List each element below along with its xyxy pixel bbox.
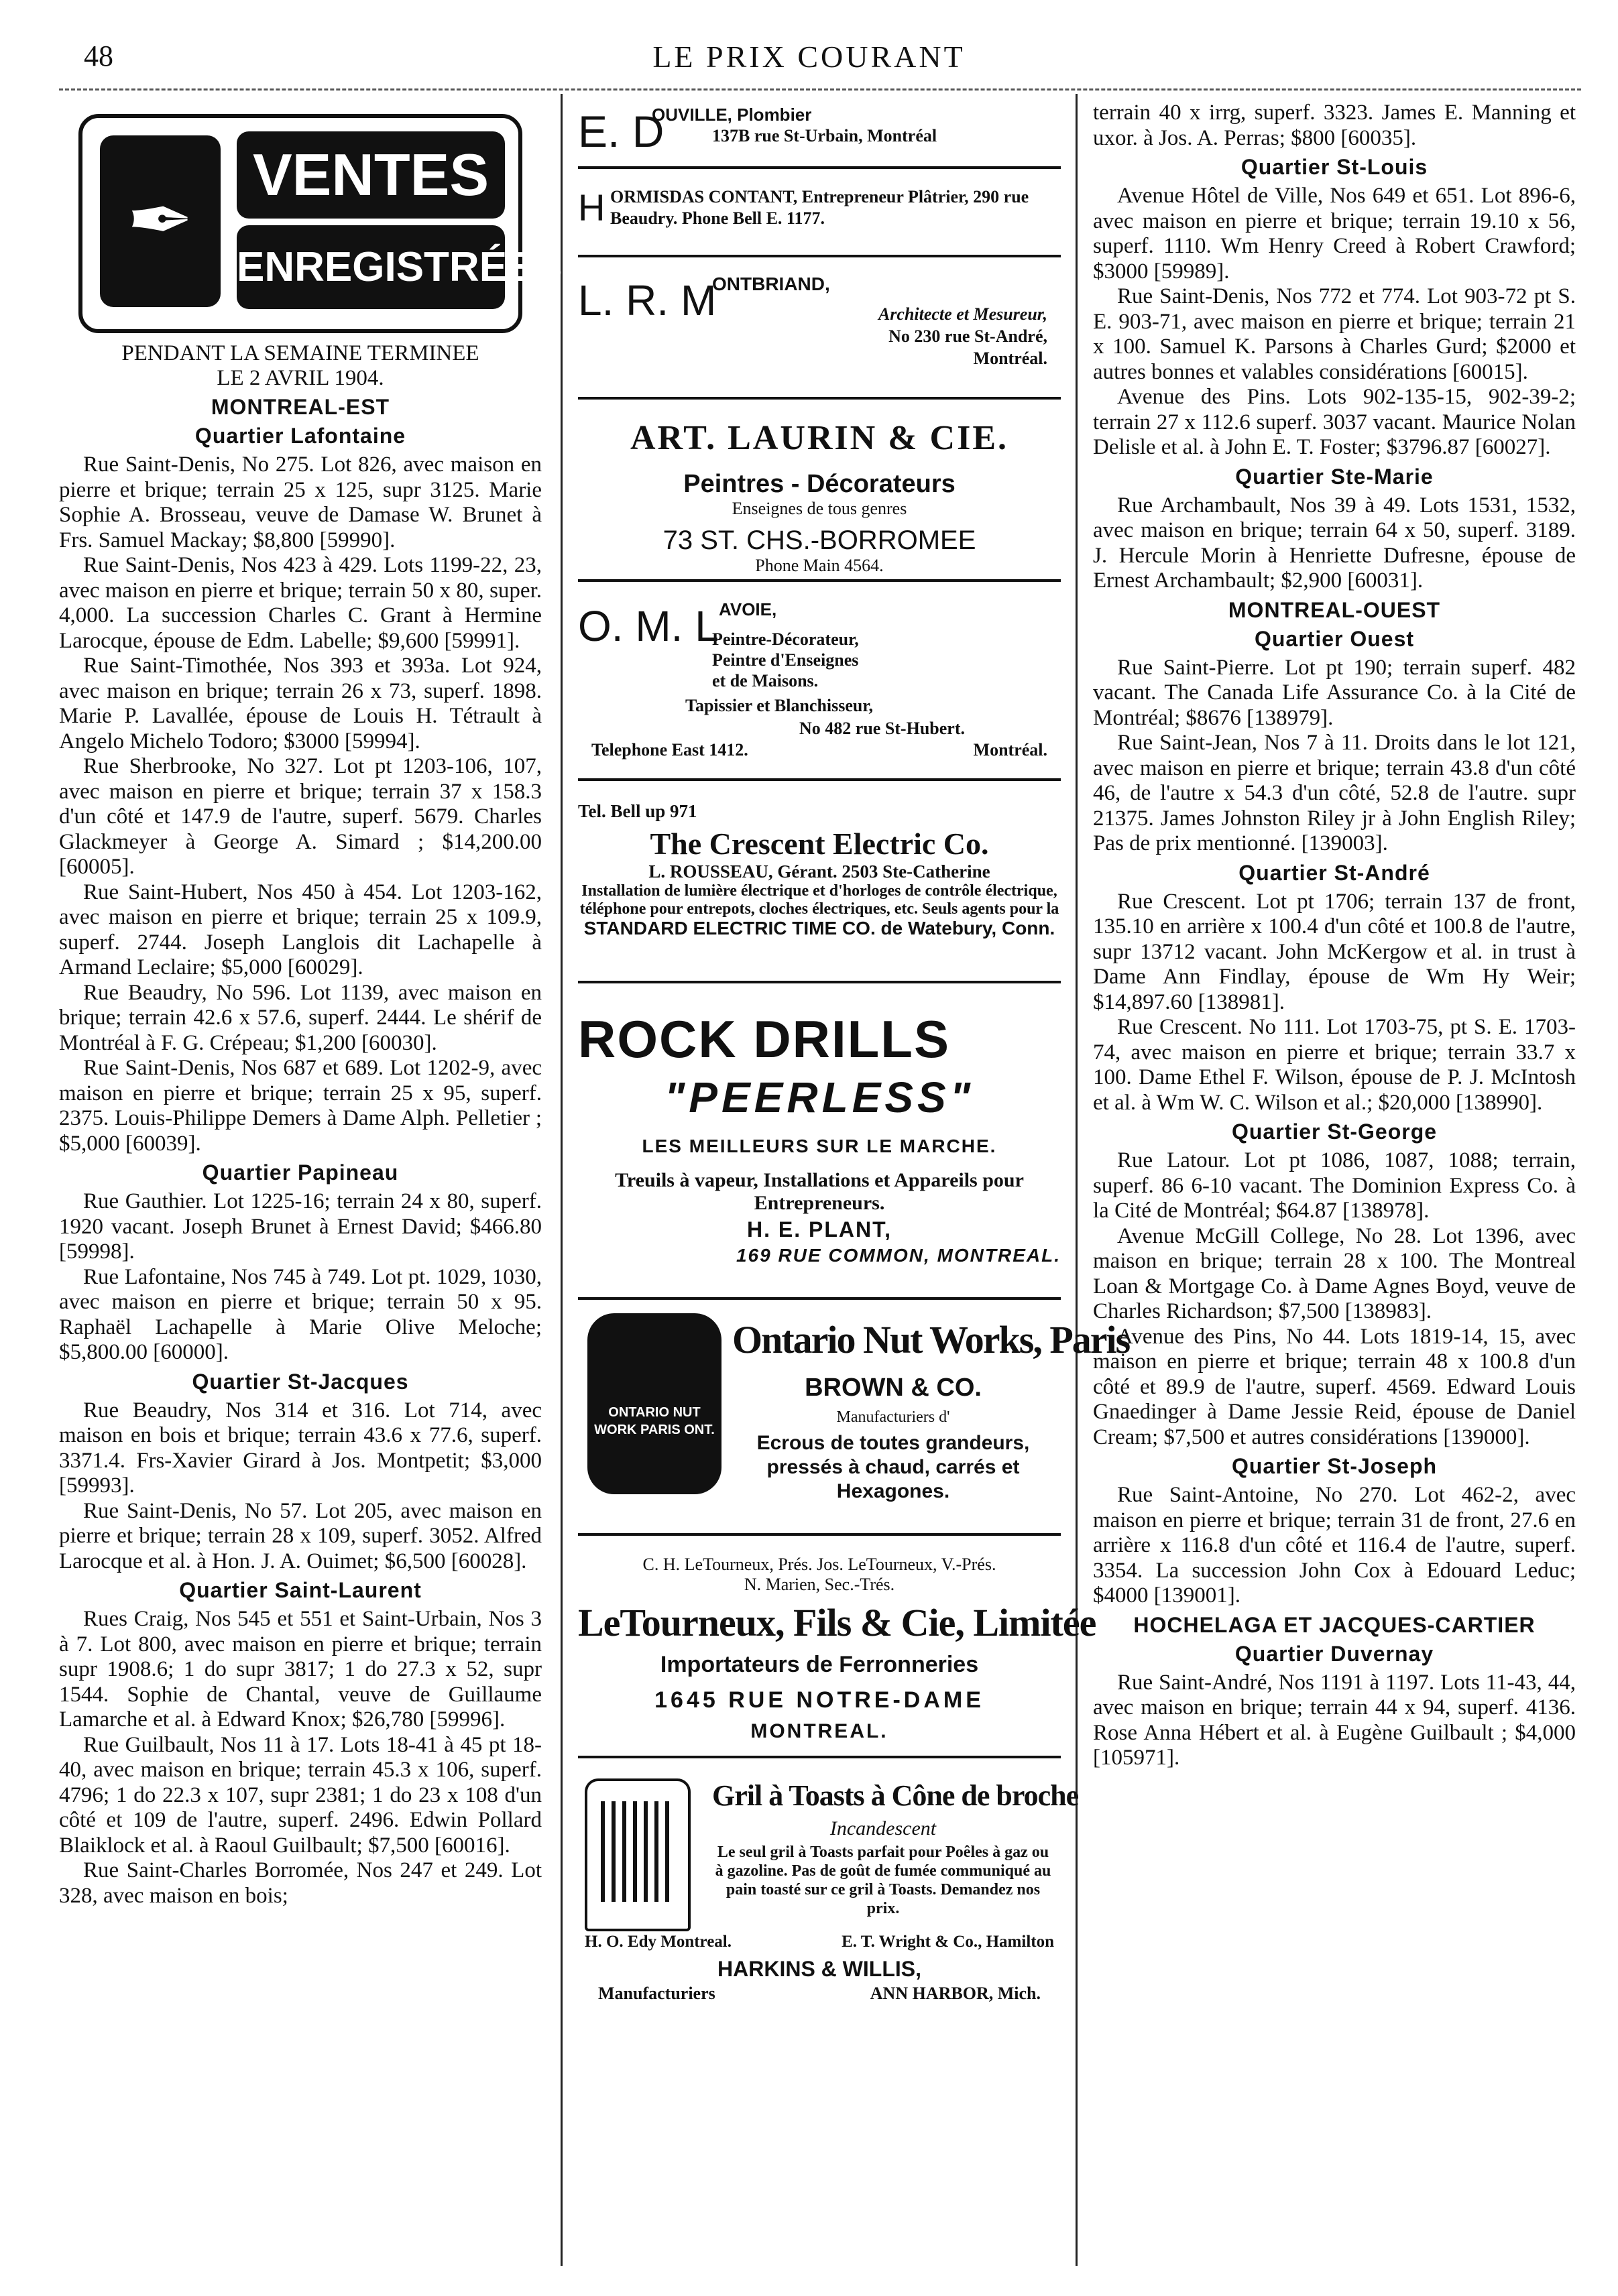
- quartier-heading: Quartier Papineau: [202, 1160, 399, 1185]
- ad-phone: Telephone East 1412.: [591, 740, 748, 760]
- sale-entry: Rue Saint-Hubert, Nos 450 à 454. Lot 1203-162, avec maison en pierre et brique; terrain 25 x 109.9, superf. 2744. Joseph Langlois dit Lachapelle à Armand Leclaire; $5,000 [60029].: [59, 880, 542, 979]
- sale-entry: Avenue des Pins. Lots 902-135-15, 902-39-2; terrain 27 x 112.6 superf. 3037 vacant. Maurice Nolan Delisle et al. à John E. T. Foster; $3796.87 [60027].: [1093, 385, 1576, 459]
- quartier-heading: Quartier St-George: [1231, 1120, 1438, 1144]
- ad-line: "PEERLESS": [664, 1073, 975, 1122]
- ad-line: BROWN & CO.: [805, 1374, 982, 1402]
- sale-entry: Avenue des Pins, No 44. Lots 1819-14, 15, avec maison en pierre et brique; terrain 48 x 100.8 d'un côté et 89.9 de l'autre, superf. 4569. Edward Louis Gnaedinger à Dame Jessie Reid, épouse de Daniel Cream; $7,500 et autres considérations [139000].: [1093, 1324, 1576, 1449]
- quartier-heading: Quartier Lafontaine: [194, 424, 406, 448]
- sale-entry: Avenue Hôtel de Ville, Nos 649 et 651. Lot 896-6, avec maison en pierre et brique; terrain 19.10 x 56, superf. 1110. Wm Henry Creed à Robert Crawford; $3000 [59989].: [1093, 184, 1576, 284]
- ad-line: Montréal.: [973, 349, 1047, 368]
- ad-name: ART. LAURIN & CIE.: [630, 419, 1009, 457]
- ad-line: Incandescent: [829, 1817, 937, 1839]
- ad-ontario-nut-works: [578, 1300, 1130, 1536]
- ad-line: Phone Main 4564.: [755, 556, 884, 575]
- ad-name: AVOIE,: [719, 599, 777, 619]
- sales-listing: [1093, 1483, 1576, 1609]
- sale-entry: Rue Saint-Antoine, No 270. Lot 462-2, avec maison en pierre et brique; terrain 31 de front, 27.6 en arrière x 116.8 d'un côté et 116.4 de l'autre, superf. 3354. La succession John Cox à Edouard Leduc; $4000 [139001].: [1093, 1483, 1576, 1608]
- ad-line: 73 ST. CHS.-BORROMEE: [662, 526, 976, 555]
- sale-entry: Rue Lafontaine, Nos 745 à 749. Lot pt. 1029, 1030, avec maison en pierre et brique; terrain 50 x 95. Raphaël Lachapelle à Marie Olive Meloche; $5,800.00 [60000].: [59, 1264, 542, 1364]
- ad-line: Manufacturiers: [598, 1984, 715, 2003]
- ventes-banner: [78, 114, 563, 333]
- ad-line: N. Marien, Sec.-Trés.: [744, 1575, 895, 1594]
- ad-laurin: [578, 400, 1061, 582]
- ad-line: C. H. LeTourneux, Prés. Jos. LeTourneux, V.-Prés.: [642, 1555, 996, 1574]
- sale-entry: Rue Gauthier. Lot 1225-16; terrain 24 x 80, superf. 1920 vacant. Joseph Brunet à Ernest David; $466.80 [59998].: [59, 1189, 542, 1264]
- ad-line: STANDARD ELECTRIC TIME CO. de Watebury, Conn.: [583, 918, 1055, 939]
- ad-montbriand: [578, 257, 1061, 400]
- sale-entry: Rue Saint-Denis, No 275. Lot 826, avec maison en pierre et brique; terrain 25 x 125, supr 3125. Marie Sophie A. Brosseau, veuve de Damase W. Brunet à Frs. Samuel Mackay; $8,800 [59990].: [59, 452, 542, 552]
- ad-line: L. ROUSSEAU, Gérant. 2503 Ste-Catherine: [648, 861, 990, 882]
- sale-entry: Rues Craig, Nos 545 et 551 et Saint-Urbain, Nos 3 à 7. Lot 800, avec maison en pierre et brique; terrain supr 1908.6; 1 do supr 3817; 1 do 27.3 x 52, supr 1544. Sophie de Chantal, veuve de Guillaume Lamarche et al. à Edward Knox; $26,780 [59996].: [59, 1607, 542, 1732]
- sale-entry: Rue Guilbault, Nos 11 à 17. Lots 18-41 à 45 pt 18-40, avec maison en brique; terrain 45.3 x 106, superf. 4796; 1 do 22.3 x 107, supr 2381; 1 do 23 x 108 d'un côté et 109 de l'autre, superf. 2496. Edwin Pollard Blaiklock et al. à Raoul Guilbault; $7,500 [60016].: [59, 1732, 542, 1858]
- column-right: [1093, 101, 1576, 2266]
- column-advertisements: [578, 101, 1130, 2266]
- quartier-heading: Quartier St-Joseph: [1231, 1454, 1438, 1478]
- ad-initials: L. R. M: [578, 276, 717, 324]
- sale-entry: Rue Archambault, Nos 39 à 49. Lots 1531, 1532, avec maison en brique; terrain 64 x 50, superf. 3189. J. Hercule Morin à Henriette Dufresne, épouse de Ernest Archambault; $2,900 [60031].: [1093, 493, 1576, 593]
- sales-listing: [1093, 184, 1576, 461]
- sale-entry: Rue Beaudry, Nos 314 et 316. Lot 714, avec maison en bois et brique; terrain 43.6 x 77.6, superf. 3371.4. Frs-Xavier Girard à Jos. Montpetit; $3,000 [59993].: [59, 1398, 542, 1498]
- region-heading: MONTREAL-OUEST: [1228, 597, 1441, 622]
- ad-address: 137B rue St-Urbain, Montréal: [712, 126, 937, 145]
- ad-line: Enseignes de tous genres: [732, 499, 907, 518]
- ad-letourneux: [578, 1536, 1096, 1758]
- column-divider: [1076, 94, 1078, 2266]
- region-heading: HOCHELAGA ET JACQUES-CARTIER: [1133, 1612, 1536, 1637]
- column-left: [59, 101, 563, 2266]
- ad-line: Ecrous de toutes grandeurs, pressés à chaud, carrés et Hexagones.: [756, 1432, 1030, 1502]
- ad-line: 1645 RUE NOTRE-DAME: [654, 1687, 984, 1713]
- ad-name: Gril à Toasts à Cône de broche: [712, 1779, 1079, 1812]
- ad-line: HARKINS & WILLIS,: [717, 1957, 921, 1981]
- region-heading: MONTREAL-EST: [211, 395, 390, 419]
- page-number: 48: [84, 40, 113, 72]
- sale-entry: Rue Saint-Denis, Nos 423 à 429. Lots 1199-22, 23, avec maison en pierre et brique; terrain 50 x 80, super. 4,000. La succession Charles C. Grant à Hermine Larocque, épouse de Edm. Labelle; $9,600 [59991].: [59, 553, 542, 653]
- quartier-heading: Quartier Ste-Marie: [1235, 464, 1434, 489]
- ad-rock-drills: [578, 983, 1061, 1300]
- sale-entry: Rue Saint-Denis, Nos 772 et 774. Lot 903-72 pt S. E. 903-71, avec maison en pierre et brique; terrain 21 x 100. Samuel K. Parsons à Charles Gurd; $2000 et autres bonnes et valables considérations [60015].: [1093, 284, 1576, 384]
- sales-listing: [1093, 493, 1576, 594]
- banner-title-line1: VENTES: [237, 131, 505, 219]
- ad-line: et de Maisons.: [712, 671, 819, 690]
- ad-name: LeTourneux, Fils & Cie, Limitée: [578, 1601, 1096, 1644]
- ad-dealer: E. T. Wright & Co., Hamilton: [842, 1933, 1054, 1951]
- ad-gril-toasts: [578, 1758, 1079, 2003]
- ad-line: ROCK DRILLS: [578, 1010, 950, 1069]
- ad-line: Architecte et Mesureur,: [878, 304, 1047, 324]
- sale-entry: Rue Saint-Jean, Nos 7 à 11. Droits dans le lot 121, avec maison en pierre et brique; terrain 43.8 d'un côté 46, de l'autre x 54.3 d'un côté, 52.8 de l'autre. supr 21375. James Johnston Riley jr à John English Riley; Pas de prix mentionné. [139003].: [1093, 731, 1576, 855]
- ad-lavoie: [578, 582, 1061, 781]
- ad-line: Tapissier et Blanchisseur,: [685, 696, 874, 715]
- ad-line: H. E. PLANT,: [746, 1217, 892, 1242]
- quartier-heading: Quartier Duvernay: [1234, 1641, 1434, 1666]
- sales-listing: [1093, 890, 1576, 1116]
- nut-icon: [587, 1313, 721, 1494]
- sales-listing: [1093, 1148, 1576, 1450]
- sale-entry: Rue Saint-Timothée, Nos 393 et 393a. Lot 924, avec maison en brique; terrain 26 x 73, superf. 1898. Marie P. Lavallée, épouse de Louis H. Tétrault à Angelo Michelo Todoro; $3000 [59994].: [59, 654, 542, 753]
- sale-entry: Avenue McGill College, No 28. Lot 1396, avec maison en brique; terrain 28 x 100. The Montreal Loan & Mortgage Co. à Dame Agnes Boyd, veuve de Charles Richardson; $7,500 [138983].: [1093, 1223, 1576, 1323]
- sale-entry: Rue Saint-André, Nos 1191 à 1197. Lots 11-43, 44, avec maison en brique; terrain 44 x 94, superf. 4136. Rose Anna Hébert et al. à Eugène Guilbault ; $4,000 [105971].: [1093, 1670, 1576, 1770]
- ad-text: ORMISDAS CONTANT, Entrepreneur Plâtrier, 290 rue Beaudry. Phone Bell E. 1177.: [610, 187, 1029, 228]
- quartier-heading: Quartier Saint-Laurent: [179, 1578, 422, 1602]
- quartier-heading: Quartier Ouest: [1254, 626, 1415, 651]
- sale-entry: Rue Saint-Pierre. Lot pt 190; terrain superf. 482 vacant. The Canada Life Assurance Co. à la Cité de Montréal; $8676 [138979].: [1093, 655, 1576, 730]
- column-divider: [561, 94, 563, 2266]
- ad-contant: [578, 169, 1061, 257]
- ad-line: Importateurs de Ferronneries: [660, 1652, 979, 1677]
- ad-initial: H: [578, 186, 605, 229]
- ad-line: Peintre d'Enseignes: [712, 650, 859, 670]
- banner-title-line2: ENREGISTRÉES: [237, 225, 505, 309]
- ad-city: Montréal.: [973, 740, 1047, 760]
- ad-initials: E. D: [578, 107, 664, 156]
- ad-line: ANN HARBOR, Mich.: [870, 1984, 1041, 2003]
- sale-entry: Rue Latour. Lot pt 1086, 1087, 1088; terrain, superf. 86 6-10 vacant. The Dominion Express Co. à la Cité de Montréal; $64.87 [138978].: [1093, 1148, 1576, 1223]
- ad-line: LES MEILLEURS SUR LE MARCHE.: [642, 1136, 997, 1156]
- ad-initials: O. M. L: [578, 602, 719, 650]
- toaster-grill-icon: [585, 1778, 691, 1931]
- ad-line: Treuils à vapeur, Installations et Appareils pour Entrepreneurs.: [615, 1169, 1024, 1214]
- sale-entry: Rue Crescent. No 111. Lot 1703-75, pt S. E. 1703-74, avec maison en pierre et brique; terrain 33.7 x 100. Dame Ethel F. Wilson, épouse de P. J. McIntosh et al. à Wm W. C. Wilson et al.; $20,000 [138990].: [1093, 1015, 1576, 1115]
- quartier-heading: Quartier St-André: [1238, 860, 1430, 885]
- ad-line: Installation de lumière électrique et d'horloges de contrôle électrique, téléphone pour entrepots, cloches électriques, etc. Seuls agents pour la: [579, 882, 1059, 918]
- sale-entry: Rue Sherbrooke, No 327. Lot pt 1203-106, 107, avec maison en pierre et brique; terrain 37 x 158.3 d'un côté et 147.9 de l'autre, superf. 5679. Charles Glackmeyer à George A. Simard ; $14,200.00 [60005].: [59, 754, 542, 879]
- ad-line: Peintres - Décorateurs: [683, 470, 956, 498]
- period-line1: PENDANT LA SEMAINE TERMINEE: [121, 341, 479, 365]
- running-title: LE PRIX COURANT: [652, 40, 966, 74]
- nut-label: ONTARIO NUT WORK PARIS ONT.: [594, 1405, 715, 1437]
- ad-douville: [578, 101, 1061, 169]
- ad-name: ONTBRIAND,: [712, 274, 830, 294]
- sale-entry: Rue Saint-Denis, No 57. Lot 205, avec maison en pierre et brique; terrain 28 x 109, superf. 3052. Alfred Larocque et al. à Hon. J. A. Ouimet; $6,500 [60028].: [59, 1498, 542, 1573]
- ad-line: No 482 rue St-Hubert.: [799, 719, 965, 738]
- ad-name: Ontario Nut Works, Paris: [732, 1318, 1130, 1362]
- ad-line: MONTREAL.: [750, 1720, 888, 1742]
- ad-line: Peintre-Décorateur,: [712, 629, 859, 649]
- sale-entry: Rue Saint-Charles Borromée, Nos 247 et 249. Lot 328, avec maison en bois;: [59, 1858, 542, 1908]
- sale-entry: Rue Crescent. Lot pt 1706; terrain 137 de front, 135.10 en arrière x 100.4 d'un côté et 100.8 de l'autre, supr 13712 vacant. John McKergow et al. in trust à Dame Ann Findlay, épouse de Wm Hy Weir; $14,897.60 [138981].: [1093, 889, 1576, 1014]
- sales-listing: [1093, 101, 1576, 151]
- sales-listing: [1093, 656, 1576, 857]
- sales-listing: [59, 1607, 542, 1909]
- ad-line: Manufacturiers d': [836, 1408, 950, 1426]
- ad-dealer: H. O. Edy Montreal.: [585, 1933, 732, 1951]
- header-rule: [59, 88, 1581, 90]
- period-line2: LE 2 AVRIL 1904.: [217, 366, 384, 390]
- sale-entry: terrain 40 x irrg, superf. 3323. James E. Manning et uxor. à Jos. A. Perras; $800 [60035].: [1093, 101, 1576, 150]
- sales-listing: [59, 1189, 542, 1366]
- quartier-heading: Quartier St-Louis: [1240, 155, 1428, 179]
- ad-name: OUVILLE, Plombier: [652, 105, 812, 125]
- bird-icon: ✒: [100, 135, 221, 307]
- sales-listing: [59, 1398, 542, 1575]
- ad-line: Le seul gril à Toasts parfait pour Poêles à gaz ou à gazoline. Pas de goût de fumée communiqué au pain toasté sur ce gril à Toasts. Demandez nos prix.: [715, 1844, 1051, 1917]
- ad-name: The Crescent Electric Co.: [650, 827, 989, 861]
- ad-crescent-electric: [578, 781, 1061, 983]
- quartier-heading: Quartier St-Jacques: [192, 1369, 409, 1394]
- sales-listing: [1093, 1671, 1576, 1771]
- ad-line: No 230 rue St-André,: [888, 326, 1047, 346]
- sale-entry: Rue Beaudry, No 596. Lot 1139, avec maison en brique; terrain 42.6 x 57.6, superf. 2444. Le shérif de Montréal à F. G. Crépeau; $1,200 [60030].: [59, 980, 542, 1055]
- ad-line: 169 RUE COMMON, MONTREAL.: [736, 1245, 1061, 1266]
- ad-line: Tel. Bell up 971: [578, 801, 697, 821]
- sale-entry: Rue Saint-Denis, Nos 687 et 689. Lot 1202-9, avec maison en pierre et brique; terrain 25 x 95, superf. 2375. Louis-Philippe Demers à Dame Alph. Pelletier ; $5,000 [60039].: [59, 1056, 542, 1156]
- sales-listing: [59, 452, 542, 1156]
- page-header: [0, 0, 1618, 80]
